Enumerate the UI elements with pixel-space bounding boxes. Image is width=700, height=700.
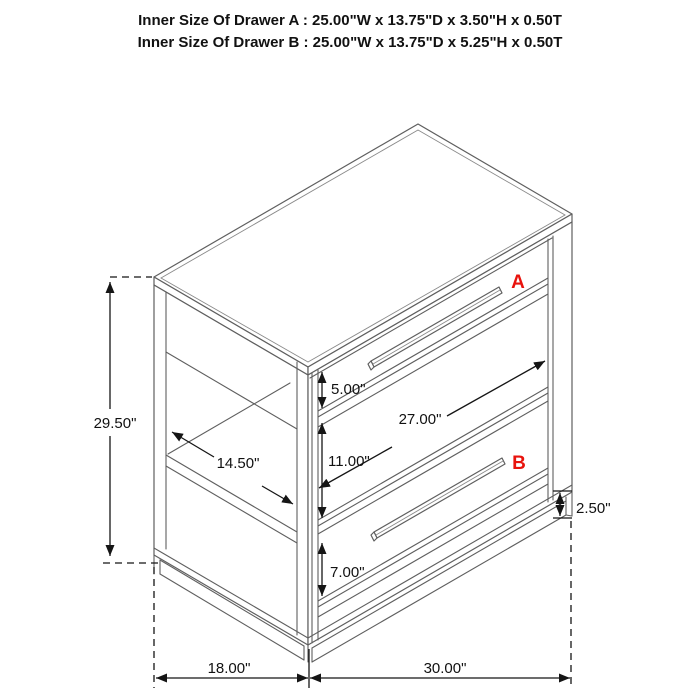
overall-height-label: 29.50" — [93, 415, 137, 432]
opening-width-label: 27.00" — [398, 411, 442, 428]
header-line-2: Inner Size Of Drawer B : 25.00"W x 13.75"D x 5.25"H x 0.50T — [137, 34, 563, 51]
base-height-label: 2.50" — [576, 500, 611, 517]
header-line-1: Inner Size Of Drawer A : 25.00"W x 13.75"D x 3.50"H x 0.50T — [138, 12, 562, 29]
overall-depth-label: 18.00" — [207, 660, 251, 677]
opening-height-label: 11.00" — [328, 453, 370, 470]
drawer-a-front-height-label: 5.00" — [331, 381, 366, 398]
drawer-b-front-height-label: 7.00" — [330, 564, 365, 581]
shelf-depth-label: 14.50" — [216, 455, 260, 472]
drawer-a-label: A — [511, 272, 525, 293]
overall-width-label: 30.00" — [423, 660, 467, 677]
drawer-b-label: B — [512, 453, 526, 474]
